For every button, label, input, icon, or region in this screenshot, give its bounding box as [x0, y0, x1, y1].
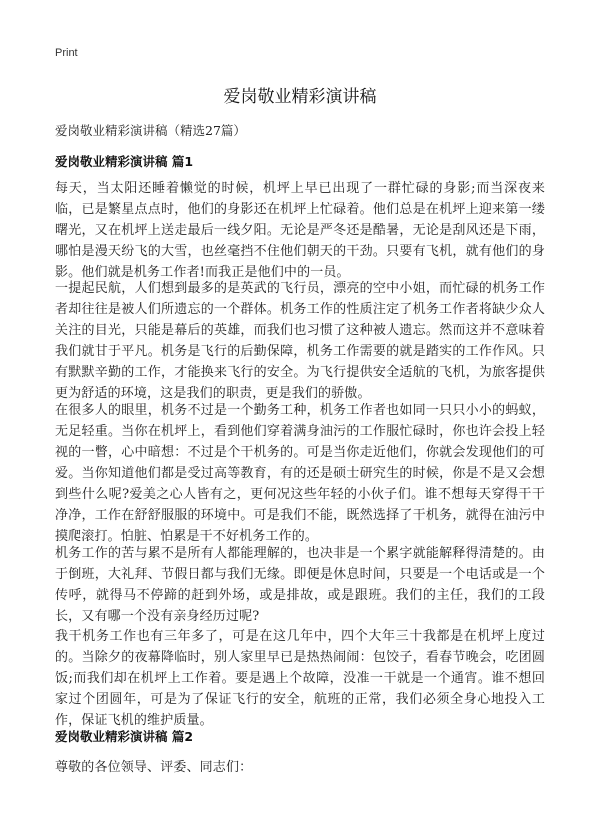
- paragraph: 机务工作的苦与累不是所有人都能理解的，也决非是一个累字就能解释得清楚的。由于倒班，大礼拜、节假日都与我们无缘。即便是休息时间，只要是一个电话或是一个传呼，就得马不停蹄的赶到外场，或是排故，或是跟班。我们的主任，我们的工段长，又有哪一个没有亲身经历过呢?: [55, 546, 545, 624]
- paragraph: 尊敬的各位领导、评委、同志们：: [55, 760, 253, 775]
- print-label: Print: [55, 47, 78, 59]
- document-title: 爱岗敬业精彩演讲稿: [223, 87, 377, 107]
- section-heading-1: 爱岗敬业精彩演讲稿 篇1: [55, 154, 194, 169]
- paragraph: 一提起民航，人们想到最多的是英武的飞行员，漂亮的空中小姐，而忙碌的机务工作者却往往是被人们所遗忘的一个群体。机务工作的性质注定了机务工作者将缺少众人关注的目光，只能是幕后的英雄，而我们也习惯了这种被人遗忘。然而这并不意味着我们就甘于平凡。机务是飞行的后勤保障，机务工作需要的就是踏实的工作作风。只有默默辛勤的工作，才能换来飞行的安全。为飞行提供安全适航的飞机，为旅客提供更为舒适的环境，这是我们的职责，更是我们的骄傲。: [55, 281, 545, 401]
- paragraph: 每天，当太阳还睡着懒觉的时候，机坪上早已出现了一群忙碌的身影;而当深夜来临，已是繁星点点时，他们的身影还在机坪上忙碌着。他们总是在机坪上迎来第一缕曙光，又在机坪上送走最后一线夕阳。无论是严冬还是酷暑，无论是刮风还是下雨，哪怕是漫天纷飞的大雪，也丝毫挡不住他们朝天的干劲。只要有飞机，就有他们的身影。他们就是机务工作者!而我正是他们中的一员。: [55, 181, 545, 280]
- paragraph: 在很多人的眼里，机务不过是一个勤务工种，机务工作者也如同一只只小小的蚂蚁，无足轻重。当你在机坪上，看到他们穿着满身油污的工作服忙碌时，你也许会投上轻视的一瞥，心中暗想：不过是个干机务的。可是当你走近他们，你就会发现他们的可爱。当你知道他们都是受过高等教育，有的还是硕士研究生的时候，你是不是又会想到些什么呢?爱美之心人皆有之，更何况这些年轻的小伙子们。谁不想每天穿得干干净净，工作在舒舒服服的环境中。可是我们不能，既然选择了干机务，就得在油污中摸爬滚打。怕脏、怕累是干不好机务工作的。: [55, 403, 545, 544]
- document-subtitle: 爱岗敬业精彩演讲稿（精选27篇）: [55, 123, 246, 138]
- paragraph: 我干机务工作也有三年多了，可是在这几年中，四个大年三十我都是在机坪上度过的。当除夕的夜幕降临时，别人家里早已是热热闹闹：包饺子，看春节晚会，吃团圆饭;而我们却在机坪上工作着。要是遇上个故障，没准一干就是一个通宵。谁不想回家过个团圆年，可是为了保证飞行的安全，航班的正常，我们必须全身心地投入工作，保证飞机的维护质量。: [55, 629, 545, 728]
- section-heading-2: 爱岗敬业精彩演讲稿 篇2: [55, 729, 194, 744]
